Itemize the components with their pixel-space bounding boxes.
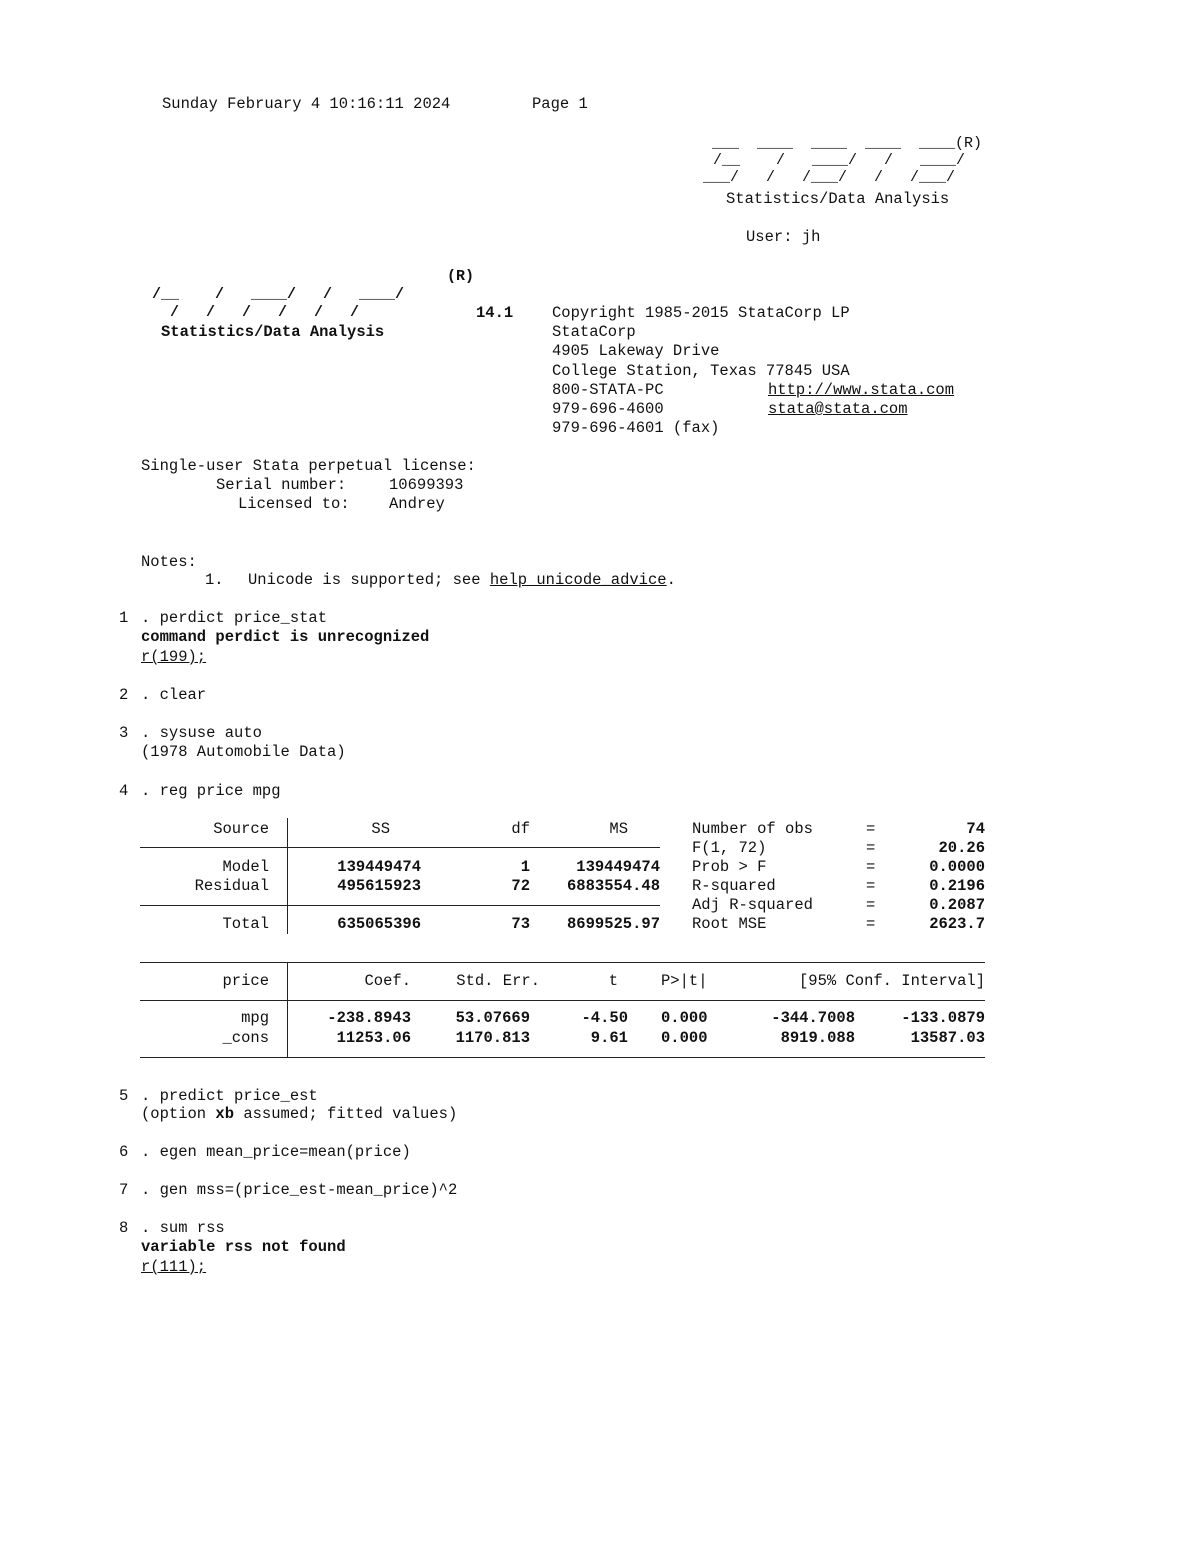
notes-title: Notes: [141, 553, 197, 571]
logo-caption-small: Statistics/Data Analysis [726, 190, 950, 208]
cmd-number: 8 [119, 1219, 129, 1237]
stat-label: Root MSE [692, 915, 767, 933]
anova-source: Total [222, 915, 269, 933]
license-title: Single-user Stata perpetual license: [141, 457, 476, 475]
anova-header-source: Source [213, 820, 269, 838]
stat-value: 0.2196 [929, 877, 985, 895]
page-label: Page 1 [532, 95, 588, 113]
cmd-number: 3 [119, 724, 129, 742]
cmd-line: . gen mss=(price_est-mean_price)^2 [141, 1181, 458, 1199]
licensed-value: Andrey [389, 495, 445, 513]
anova-header-ms: MS [609, 820, 628, 838]
output-part: (option [141, 1105, 216, 1123]
cmd-line: . sum rss [141, 1219, 225, 1237]
error-message: command perdict is unrecognized [141, 628, 430, 646]
cmd-number: 7 [119, 1181, 129, 1199]
stat-eq: = [866, 858, 876, 876]
anova-rule [140, 847, 287, 848]
cmd-line: . sysuse auto [141, 724, 262, 742]
coef-t: 9.61 [590, 1029, 628, 1047]
coef-rule [140, 1000, 985, 1001]
licensed-label: Licensed to: [238, 495, 350, 513]
stat-label: Number of obs [692, 820, 813, 838]
anova-rule [140, 905, 287, 906]
coef-p: 0.000 [661, 1009, 708, 1027]
phone-line-1: 800-STATA-PC [552, 381, 664, 399]
stat-value: 74 [966, 820, 985, 838]
date-line: Sunday February 4 10:16:11 2024 [162, 95, 451, 113]
anova-rule [287, 905, 660, 906]
cmd-line: . reg price mpg [141, 782, 281, 800]
website-link[interactable]: http://www.stata.com [768, 381, 955, 399]
cmd-line: . egen mean_price=mean(price) [141, 1143, 411, 1161]
output-part: assumed; fitted values) [234, 1105, 458, 1123]
note-item [248, 571, 676, 590]
stat-value: 2623.7 [929, 915, 985, 933]
coef-ci-high: -133.0879 [901, 1009, 985, 1027]
logo-art-line-a: (R) [150, 268, 475, 285]
anova-ms: 6883554.48 [566, 877, 660, 895]
cmd-number: 2 [119, 686, 129, 704]
coef-header-var: price [222, 972, 269, 990]
coef-var: mpg [241, 1009, 269, 1027]
stat-label: Prob > F [692, 858, 767, 876]
cmd-number: 5 [119, 1087, 129, 1105]
logo-art-line-3: ___/ / /___/ / /___/ [703, 169, 956, 186]
coef-rule [140, 962, 985, 963]
stat-value: 20.26 [938, 839, 985, 857]
note-text: Unicode is supported; see [248, 571, 490, 589]
anova-source: Residual [194, 877, 269, 895]
coef-var: _cons [222, 1029, 269, 1047]
address-line-2: College Station, Texas 77845 USA [552, 362, 850, 380]
coef-divider [287, 962, 288, 1058]
stat-value: 0.0000 [929, 858, 985, 876]
stat-eq: = [866, 896, 876, 914]
phone-line-2: 979-696-4600 [552, 400, 664, 418]
cmd-line: . predict price_est [141, 1087, 318, 1105]
note-end: . [666, 571, 676, 589]
anova-header-ss: SS [371, 820, 390, 838]
return-code-link[interactable]: r(199); [141, 648, 207, 666]
coef-t: -4.50 [581, 1009, 628, 1027]
coef-value: 11253.06 [336, 1029, 411, 1047]
coef-ci-high: 13587.03 [910, 1029, 985, 1047]
anova-source: Model [222, 858, 269, 876]
output-keyword: xb [215, 1105, 235, 1123]
anova-ms: 139449474 [576, 858, 660, 876]
anova-header-df: df [511, 820, 530, 838]
serial-label: Serial number: [216, 476, 347, 494]
error-message: variable rss not found [141, 1238, 346, 1256]
stat-eq: = [866, 820, 876, 838]
anova-ss: 495615923 [337, 877, 421, 895]
cmd-line: . clear [141, 686, 207, 704]
anova-df: 73 [511, 915, 530, 933]
version-number: 14.1 [476, 304, 514, 322]
logo-art-line-1: ___ ____ ____ ____ ____(R) [703, 135, 983, 152]
serial-value: 10699393 [389, 476, 464, 494]
anova-rule [287, 847, 660, 848]
fax-line: 979-696-4601 (fax) [552, 419, 720, 437]
coef-se: 1170.813 [455, 1029, 530, 1047]
stat-label: Adj R-squared [692, 896, 813, 914]
logo-art-line-b: /__ / ____/ / ____/ [152, 286, 405, 303]
note-number: 1. [205, 571, 224, 589]
return-code-link[interactable]: r(111); [141, 1258, 207, 1276]
coef-p: 0.000 [661, 1029, 708, 1047]
anova-ms: 8699525.97 [566, 915, 660, 933]
logo-art-line-c: / / / / / / [152, 304, 360, 321]
coef-header-coef: Coef. [364, 972, 411, 990]
company-name: StataCorp [552, 323, 636, 341]
anova-ss: 635065396 [337, 915, 421, 933]
coef-header-p: P>|t| [661, 972, 708, 990]
stat-eq: = [866, 839, 876, 857]
help-unicode-link[interactable]: help unicode_advice [489, 571, 667, 589]
cmd-output [141, 1105, 457, 1124]
logo-caption-large: Statistics/Data Analysis [161, 323, 385, 341]
cmd-output: (1978 Automobile Data) [141, 743, 346, 761]
anova-divider [287, 818, 288, 934]
stat-label: R-squared [692, 877, 776, 895]
copyright-line: Copyright 1985-2015 StataCorp LP [552, 304, 850, 322]
cmd-number: 6 [119, 1143, 129, 1161]
cmd-number: 4 [119, 782, 129, 800]
stat-eq: = [866, 915, 876, 933]
coef-header-t: t [608, 972, 618, 990]
coef-value: -238.8943 [327, 1009, 411, 1027]
anova-df: 1 [520, 858, 530, 876]
coef-ci-low: -344.7008 [771, 1009, 855, 1027]
anova-df: 72 [511, 877, 530, 895]
coef-se: 53.07669 [455, 1009, 530, 1027]
address-line-1: 4905 Lakeway Drive [552, 342, 720, 360]
coef-ci-low: 8919.088 [780, 1029, 855, 1047]
coef-header-se: Std. Err. [456, 972, 540, 990]
anova-ss: 139449474 [337, 858, 421, 876]
cmd-number: 1 [119, 609, 129, 627]
stat-eq: = [866, 877, 876, 895]
stat-label: F(1, 72) [692, 839, 767, 857]
coef-rule [140, 1057, 985, 1058]
coef-header-ci: [95% Conf. Interval] [798, 972, 985, 990]
stat-value: 0.2087 [929, 896, 985, 914]
user-line: User: jh [746, 228, 821, 246]
logo-art-line-2: /__ / ____/ / ____/ [713, 152, 966, 169]
cmd-line: . perdict price_stat [141, 609, 328, 627]
email-link[interactable]: stata@stata.com [768, 400, 908, 418]
